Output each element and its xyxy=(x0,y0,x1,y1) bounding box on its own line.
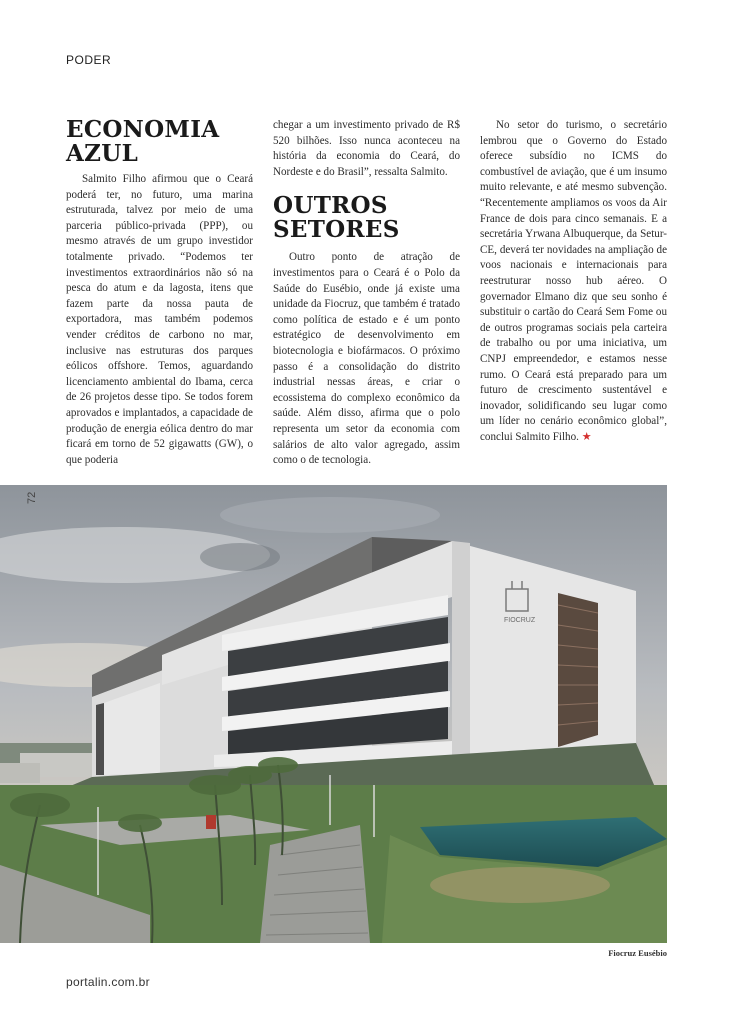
paragraph-text: No setor do turismo, o secretário lembrou que o Governo do Estado oferece subsídio no ICMS do combustível de aviação, que é um insumo muito relevante, e até mesmo subvenção. “Recentemente ampliamos os voos da Air France de dois para cinco semanais. E a secretária Yrwana Albuquerque, da Setur-CE, deverá ter novidades na ampliação de voos nacionais e internacionais para reestruturar nosso hub aéreo. O governador Elmano diz que seu sonho é substituir o cartão do Ceará Sem Fome ou de outros programas sociais pela carteira de trabalho ou por uma iniciativa, um CNPJ empreendedor, e estamos nesse rumo. O Ceará está preparado para um futuro de crescimento sustentável e inovador, solidificando seu lugar como um líder no cenário econômico global”, conclui Salmito Filho. xyxy=(480,119,667,443)
page-number: 72 xyxy=(26,491,38,504)
paragraph xyxy=(480,118,667,445)
fiocruz-building-photo xyxy=(0,485,667,943)
site-url: portalin.com.br xyxy=(66,975,150,989)
section-label: PODER xyxy=(66,53,112,67)
article-column-1 xyxy=(66,118,253,468)
article-column-3 xyxy=(480,118,667,445)
building-sign: FIOCRUZ xyxy=(504,617,536,624)
end-mark-star-icon: ★ xyxy=(581,430,592,443)
headline-outros-setores: OUTROS SETORES xyxy=(273,192,400,244)
paragraph: Outro ponto de atração de investimentos para o Ceará é o Polo da Saúde do Eusébio, onde já existe uma unidade da Fiocruz, que também é tratado como política de estado e é um ponto estratégico de desenvolvimento em biotecnologia e biofármacos. O próximo passo é a consolidação do distrito industrial nessas áreas, e criar o ecossistema do complexo econômico da saúde. Além disso, afirma que o polo representa um setor da economia com salários de alto valor agregado, assim como o de tecnologia. xyxy=(273,251,460,467)
article-column-2 xyxy=(273,118,460,469)
photo-caption: Fiocruz Eusébio xyxy=(608,948,667,958)
paragraph-continuation: chegar a um investimento privado de R$ 520 bilhões. Isso nunca aconteceu na história da economia do Ceará, do Nordeste e do Brasil”, ressalta Salmito. xyxy=(273,119,460,178)
headline-economia-azul: ECONOMIA AZUL xyxy=(66,116,220,167)
paragraph: Salmito Filho afirmou que o Ceará poderá ter, no futuro, uma marina estruturada, talvez por meio de uma parceria público-privada (PPP), ou mesmo através de um grupo investidor totalmente privado. “Podemos ter investimentos extraordinários não só na pesca do atum e da lagosta, itens que fazem parte da nossa pauta de exportadora, mas também podemos vender créditos de carbono no mar, inclusive nas estruturas dos parques eólicos offshore. Temos, aguardando licenciamento ambiental do Ibama, cerca de 26 projetos desse tipo. Se todos forem aprovados e implantados, a capacidade de produção de energia eólica dentro do mar ficará em torno de 52 gigawatts (GW), o que poderia xyxy=(66,173,253,466)
